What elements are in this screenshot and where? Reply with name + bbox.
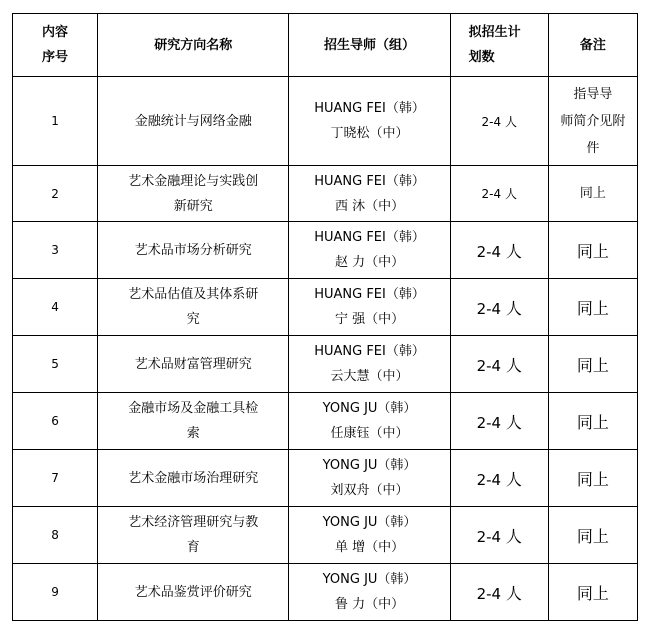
row-number: 6 <box>13 393 98 450</box>
remark: 同上 <box>548 393 637 450</box>
tutor-line: HUANG FEI（韩） <box>314 173 425 189</box>
enrollment-plan <box>450 564 548 621</box>
tutor-line: HUANG FEI（韩） <box>314 230 425 245</box>
research-direction <box>98 393 289 450</box>
plan-unit: 人 <box>504 114 517 129</box>
header-plan-line: 划数 <box>468 50 495 65</box>
table-row <box>13 393 638 450</box>
enrollment-plan <box>450 450 548 507</box>
remark: 同上 <box>548 450 637 507</box>
plan-value: 2-4 <box>481 114 502 129</box>
table-row <box>13 507 638 564</box>
enrollment-plan <box>450 166 548 222</box>
remark-line: 件 <box>586 140 600 156</box>
tutor-group <box>289 336 450 393</box>
tutor-line: 丁晓松（中） <box>330 126 409 141</box>
direction-line: 艺术品财富管理研究 <box>134 356 252 372</box>
plan-value: 2-4 <box>476 470 502 489</box>
research-direction <box>98 564 289 621</box>
tutor-line: YONG JU（韩） <box>322 458 417 473</box>
row-number: 2 <box>13 166 98 222</box>
direction-line: 金融统计与网络金融 <box>134 113 252 129</box>
direction-line: 艺术品鉴赏评价研究 <box>134 584 252 600</box>
tutor-group <box>289 222 450 279</box>
table-row <box>13 77 638 166</box>
tutor-line: YONG JU（韩） <box>322 401 417 416</box>
tutor-line: 云大慧（中） <box>330 369 409 384</box>
tutor-group <box>289 507 450 564</box>
plan-unit: 人 <box>505 526 522 546</box>
tutor-line: HUANG FEI（韩） <box>314 101 425 116</box>
plan-value: 2-4 <box>481 187 502 201</box>
header-note: 备注 <box>548 14 637 77</box>
tutor-line: HUANG FEI（韩） <box>314 287 425 302</box>
remark: 同上 <box>548 564 637 621</box>
row-number: 4 <box>13 279 98 336</box>
remark-line: 指导导 <box>573 86 613 102</box>
tutor-line: HUANG FEI（韩） <box>314 344 425 359</box>
plan-unit: 人 <box>505 298 522 318</box>
plan-value: 2-4 <box>476 242 502 261</box>
plan-unit: 人 <box>505 583 522 603</box>
direction-line: 新研究 <box>173 198 213 214</box>
remark-line: 师简介见附 <box>560 113 626 129</box>
table-row <box>13 450 638 507</box>
remark: 同上 <box>548 222 637 279</box>
enrollment-plan <box>450 336 548 393</box>
research-direction <box>98 336 289 393</box>
tutor-group <box>289 450 450 507</box>
enrollment-plan <box>450 222 548 279</box>
research-direction <box>98 450 289 507</box>
tutor-line: 鲁 力（中） <box>334 597 405 612</box>
direction-line: 艺术品市场分析研究 <box>134 242 252 258</box>
research-direction <box>98 507 289 564</box>
direction-line: 艺术金融理论与实践创 <box>128 173 259 189</box>
row-number: 3 <box>13 222 98 279</box>
tutor-group <box>289 564 450 621</box>
table-row <box>13 336 638 393</box>
header-direction: 研究方向名称 <box>98 14 289 77</box>
tutor-group <box>289 279 450 336</box>
remark: 同上 <box>548 166 637 222</box>
enrollment-plan <box>450 393 548 450</box>
enrollment-plan <box>450 279 548 336</box>
header-seq-line: 序号 <box>42 50 69 65</box>
remark: 同上 <box>548 507 637 564</box>
enrollment-plan <box>450 77 548 166</box>
table-row <box>13 222 638 279</box>
header-seq-line: 内容 <box>42 25 69 40</box>
plan-value: 2-4 <box>476 584 502 603</box>
table-row <box>13 564 638 621</box>
remark <box>548 77 637 166</box>
header-plan-line: 拟招生计 <box>468 25 521 40</box>
remark: 同上 <box>548 336 637 393</box>
row-number: 9 <box>13 564 98 621</box>
research-direction <box>98 77 289 166</box>
tutor-line: 单 增（中） <box>334 540 405 555</box>
research-direction <box>98 279 289 336</box>
tutor-group <box>289 393 450 450</box>
plan-value: 2-4 <box>476 356 502 375</box>
table-header-row <box>13 14 638 77</box>
row-number: 5 <box>13 336 98 393</box>
tutor-line: 宁 强（中） <box>334 312 405 327</box>
direction-line: 艺术品估值及其体系研 <box>128 287 259 302</box>
row-number: 8 <box>13 507 98 564</box>
tutor-line: 赵 力（中） <box>334 255 405 270</box>
tutor-line: YONG JU（韩） <box>322 515 417 530</box>
tutor-line: 刘双舟（中） <box>330 483 409 498</box>
plan-unit: 人 <box>505 469 522 489</box>
table-row <box>13 279 638 336</box>
header-seq <box>13 14 98 77</box>
plan-unit: 人 <box>505 241 522 261</box>
tutor-line: YONG JU（韩） <box>322 572 417 587</box>
header-plan <box>450 14 548 77</box>
plan-unit: 人 <box>505 412 522 432</box>
remark: 同上 <box>548 279 637 336</box>
tutor-group <box>289 77 450 166</box>
direction-line: 究 <box>186 312 200 327</box>
plan-unit: 人 <box>505 355 522 375</box>
tutor-line: 西 沐（中） <box>334 198 405 214</box>
direction-line: 艺术金融市场治理研究 <box>128 470 259 486</box>
enrollment-plan <box>450 507 548 564</box>
plan-unit: 人 <box>504 187 517 201</box>
plan-value: 2-4 <box>476 299 502 318</box>
research-direction <box>98 222 289 279</box>
research-direction <box>98 166 289 222</box>
header-tutor: 招生导师（组） <box>289 14 450 77</box>
direction-line: 艺术经济管理研究与教 <box>128 515 259 530</box>
plan-value: 2-4 <box>476 413 502 432</box>
row-number: 1 <box>13 77 98 166</box>
direction-line: 索 <box>186 426 200 441</box>
direction-line: 育 <box>186 540 200 555</box>
tutor-line: 任康钰（中） <box>330 426 409 441</box>
row-number: 7 <box>13 450 98 507</box>
direction-line: 金融市场及金融工具检 <box>128 401 259 416</box>
table-row <box>13 166 638 222</box>
plan-value: 2-4 <box>476 527 502 546</box>
tutor-group <box>289 166 450 222</box>
enrollment-table <box>12 13 638 621</box>
